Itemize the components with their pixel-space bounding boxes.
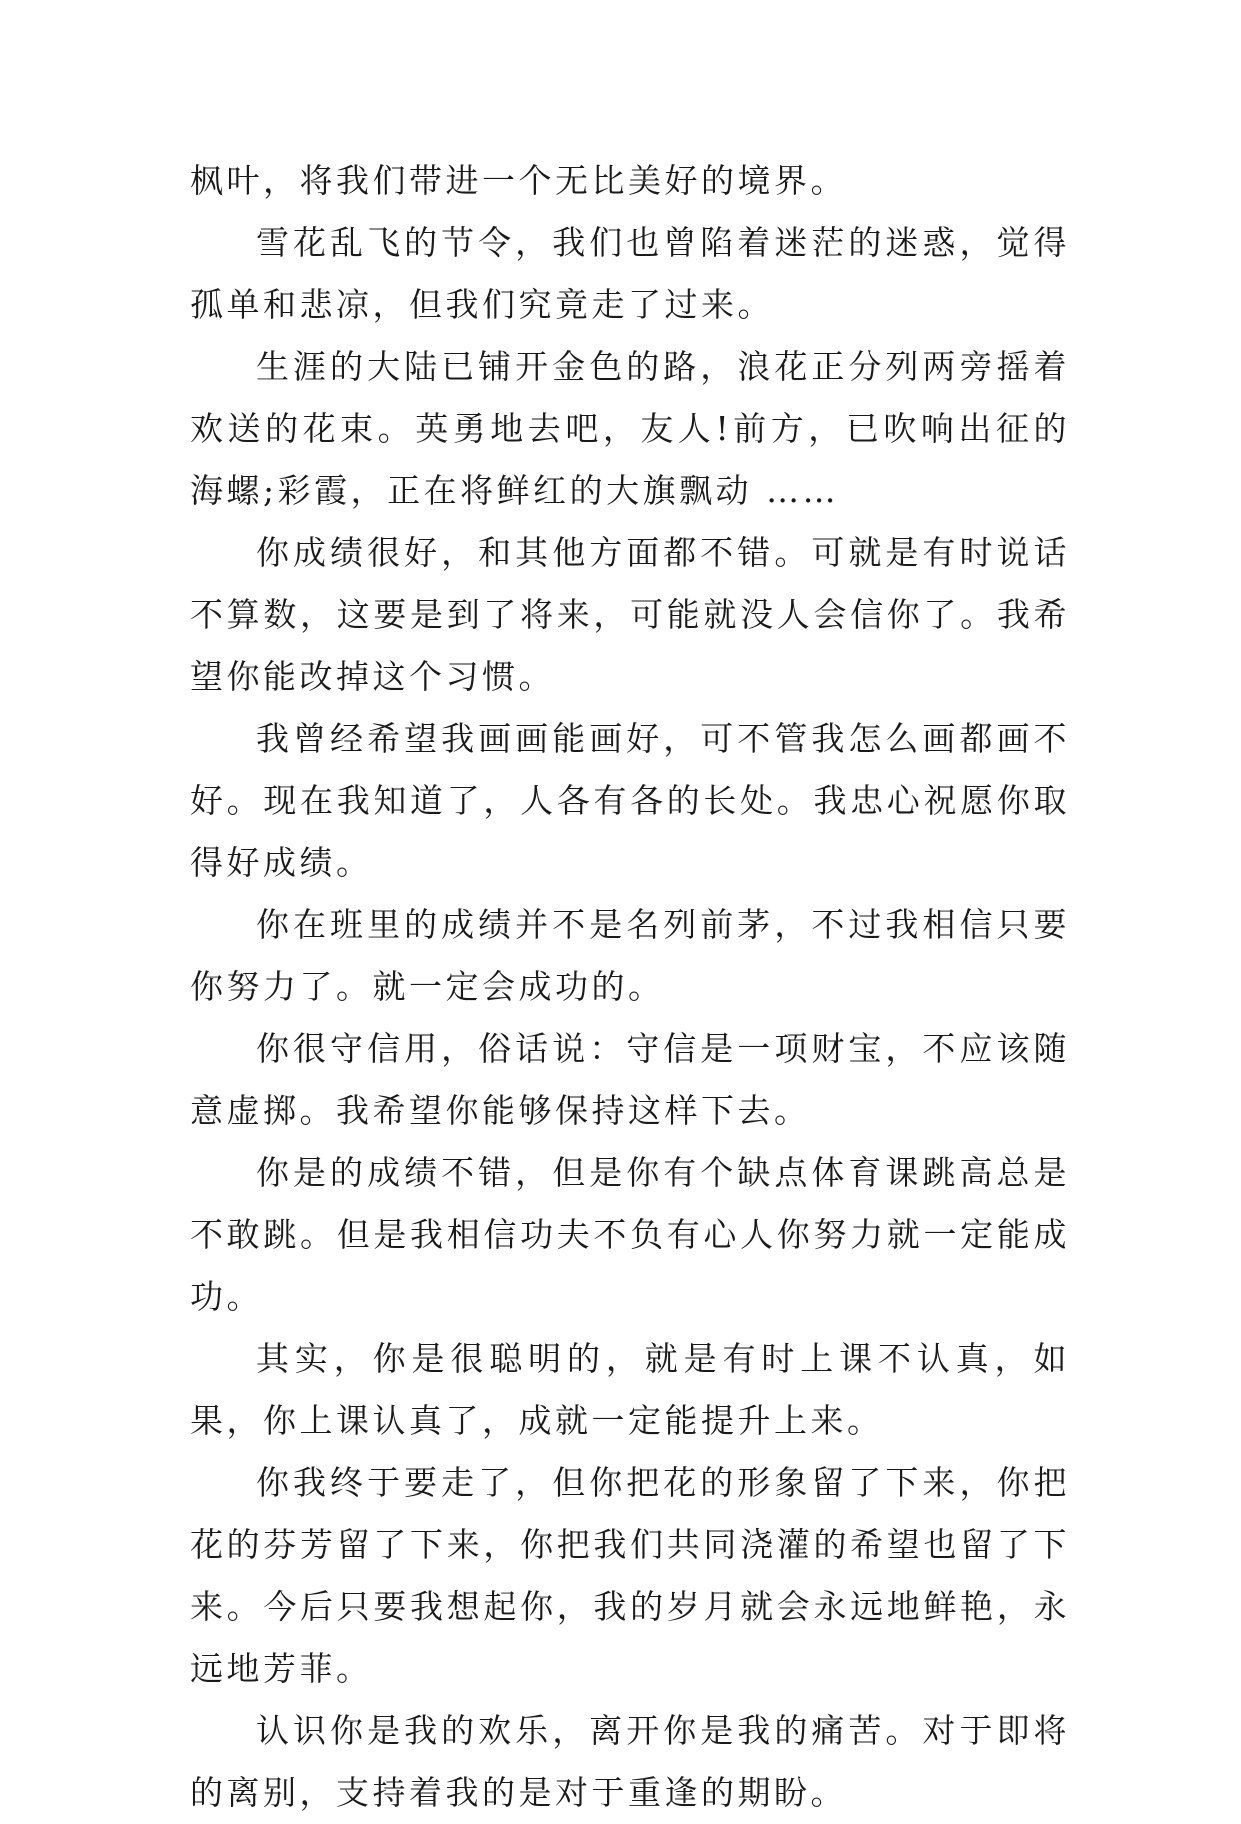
paragraph-6: 你在班里的成绩并不是名列前茅，不过我相信只要你努力了。就一定会成功的。: [190, 905, 1070, 1006]
paragraph-5: 我曾经希望我画画能画好，可不管我怎么画都画不好。现在我知道了，人各有各的长处。我忠心祝愿你取得好成绩。: [190, 719, 1070, 882]
paragraph-11: 认识你是我的欢乐，离开你是我的痛苦。对于即将的离别，支持着我的是对于重逢的期盼。: [190, 1711, 1070, 1812]
paragraph-4: 你成绩很好，和其他方面都不错。可就是有时说话不算数，这要是到了将来，可能就没人会信你了。我希望你能改掉这个习惯。: [190, 533, 1070, 696]
paragraph-7: 你很守信用，俗话说：守信是一项财宝，不应该随意虚掷。我希望你能够保持这样下去。: [190, 1029, 1070, 1130]
paragraph-8: 你是的成绩不错，但是你有个缺点体育课跳高总是不敢跳。但是我相信功夫不负有心人你努力就一定能成功。: [190, 1153, 1070, 1316]
paragraph-9: 其实，你是很聪明的，就是有时上课不认真，如果，你上课认真了，成就一定能提升上来。: [190, 1339, 1070, 1440]
paragraph-2: 雪花乱飞的节令，我们也曾陷着迷茫的迷惑，觉得孤单和悲凉，但我们究竟走了过来。: [190, 223, 1070, 324]
paragraph-1: 枫叶，将我们带进一个无比美好的境界。: [190, 161, 847, 200]
document-body: [190, 150, 1070, 1824]
paragraph-10: 你我终于要走了，但你把花的形象留了下来，你把花的芬芳留了下来，你把我们共同浇灌的希望也留了下来。今后只要我想起你，我的岁月就会永远地鲜艳，永远地芳菲。: [190, 1463, 1070, 1688]
paragraph-3: 生涯的大陆已铺开金色的路，浪花正分列两旁摇着欢送的花束。英勇地去吧，友人!前方，已吹响出征的海螺;彩霞，正在将鲜红的大旗飘动 ……: [190, 347, 1070, 510]
